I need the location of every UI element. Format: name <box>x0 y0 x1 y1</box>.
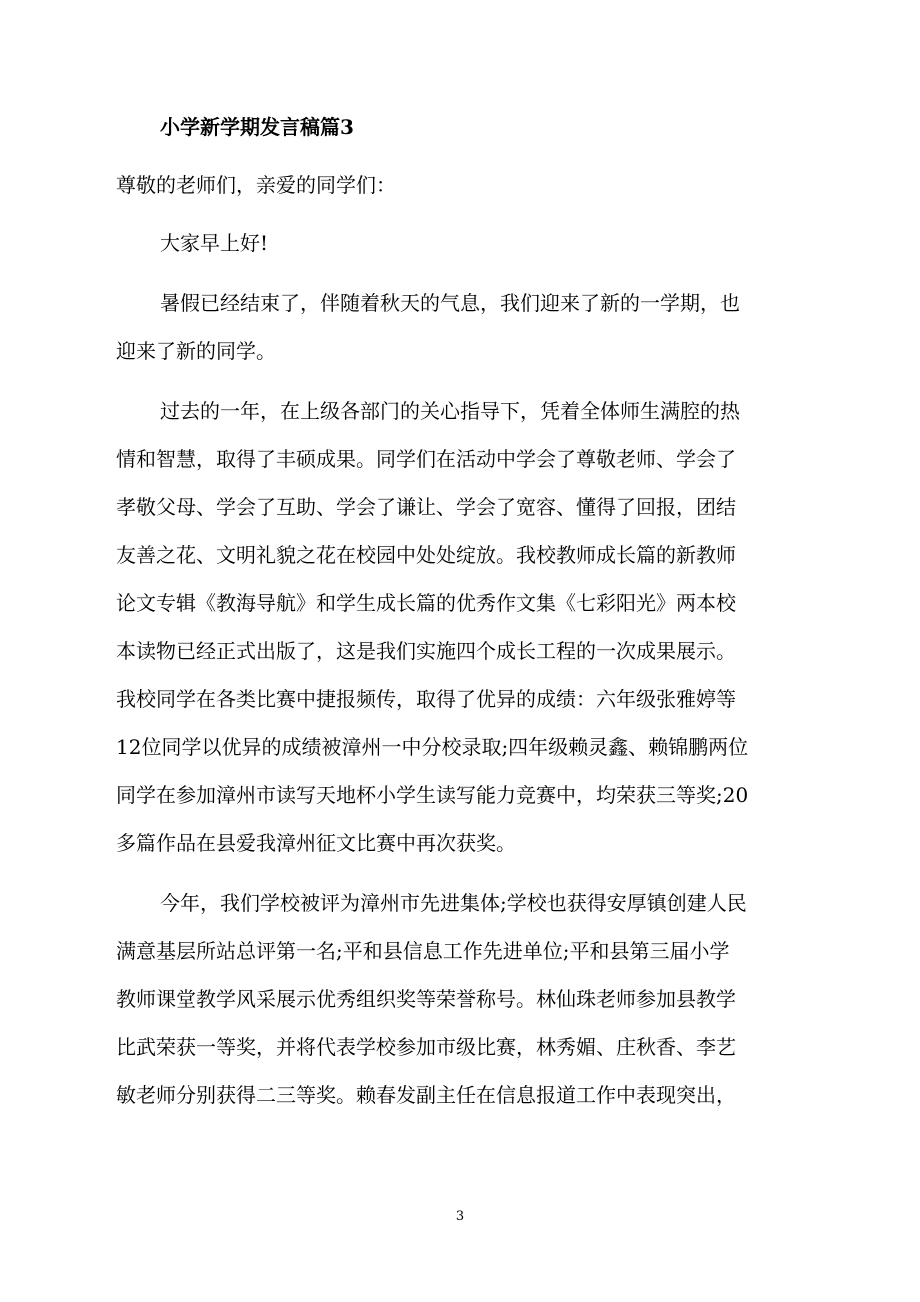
paragraph-line: 友善之花、文明礼貌之花在校园中处处绽放。我校教师成长篇的新教师 <box>116 543 736 567</box>
paragraph-line: 今年，我们学校被评为漳州市先进集体;学校也获得安厚镇创建人民 <box>160 891 747 915</box>
salutation-line: 尊敬的老师们，亲爱的同学们： <box>116 173 396 197</box>
page-number: 3 <box>455 1209 465 1224</box>
paragraph-line: 敏老师分别获得二三等奖。赖春发副主任在信息报道工作中表现突出， <box>116 1083 736 1107</box>
paragraph-line: 论文专辑《教海导航》和学生成长篇的优秀作文集《七彩阳光》两本校 <box>116 591 736 615</box>
document-title: 小学新学期发言稿篇3 <box>160 115 354 139</box>
paragraph-line: 同学在参加漳州市读写天地杯小学生读写能力竞赛中，均荣获三等奖;20 <box>116 783 749 807</box>
paragraph-line: 满意基层所站总评第一名;平和县信息工作先进单位;平和县第三届小学 <box>116 939 730 963</box>
paragraph-line: 教师课堂教学风采展示优秀组织奖等荣誉称号。林仙珠老师参加县教学 <box>116 987 736 1011</box>
paragraph-line: 暑假已经结束了，伴随着秋天的气息，我们迎来了新的一学期，也 <box>160 291 740 315</box>
paragraph-line: 比武荣获一等奖，并将代表学校参加市级比赛，林秀媚、庄秋香、李艺 <box>116 1035 736 1059</box>
paragraph-line: 我校同学在各类比赛中捷报频传，取得了优异的成绩：六年级张雅婷等 <box>116 687 736 711</box>
paragraph-line: 多篇作品在县爱我漳州征文比赛中再次获奖。 <box>116 831 516 855</box>
paragraph-line: 过去的一年，在上级各部门的关心指导下，凭着全体师生满腔的热 <box>160 399 740 423</box>
paragraph-line: 情和智慧，取得了丰硕成果。同学们在活动中学会了尊敬老师、学会了 <box>116 447 736 471</box>
greeting-line: 大家早上好! <box>160 231 269 255</box>
paragraph-line: 本读物已经正式出版了，这是我们实施四个成长工程的一次成果展示。 <box>116 639 736 663</box>
paragraph-line: 迎来了新的同学。 <box>116 339 276 363</box>
paragraph-line: 12位同学以优异的成绩被漳州一中分校录取;四年级赖灵鑫、赖锦鹏两位 <box>116 735 749 759</box>
paragraph-line: 孝敬父母、学会了互助、学会了谦让、学会了宽容、懂得了回报，团结 <box>116 495 736 519</box>
